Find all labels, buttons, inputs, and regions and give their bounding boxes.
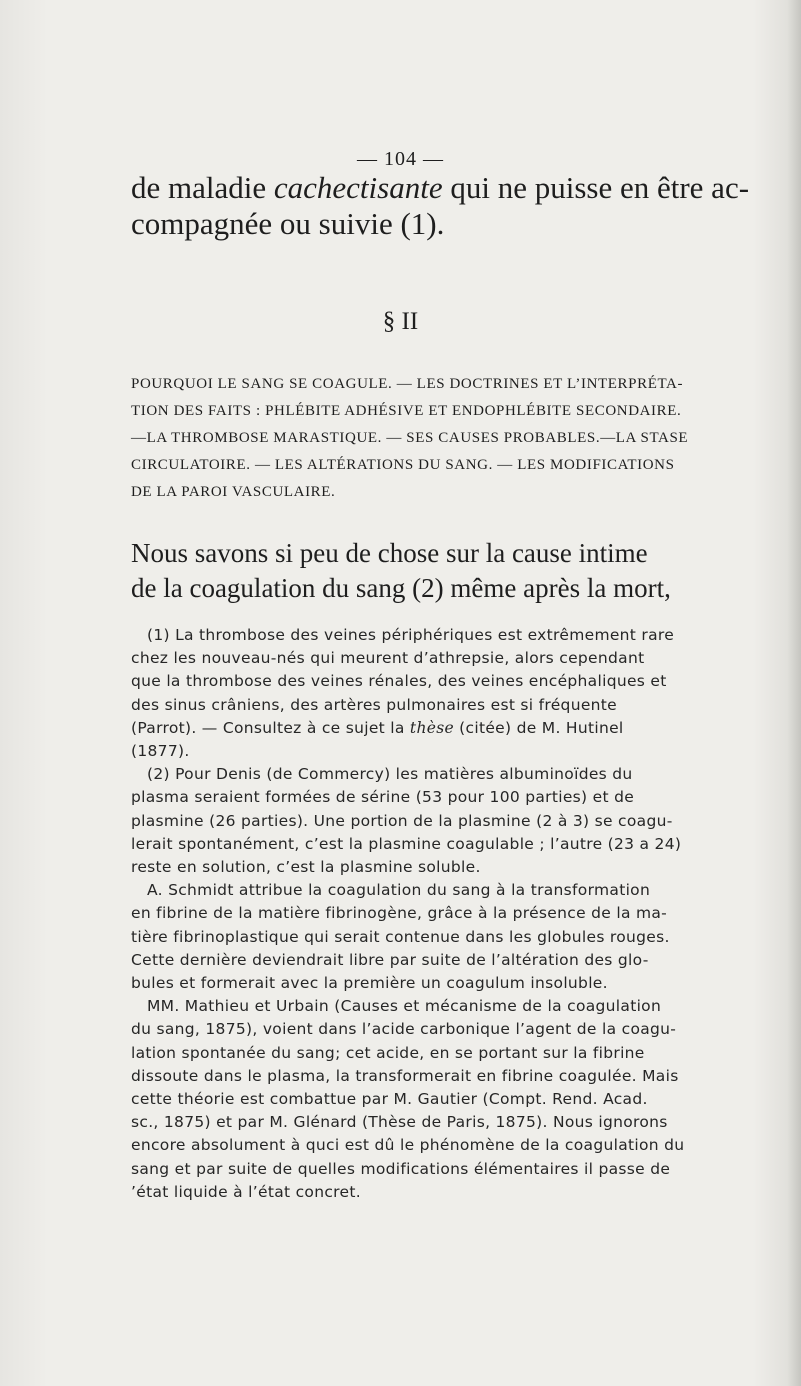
footnote-line: sc., 1875) et par M. Glénard (Thèse de Paris, 1875). Nous ignorons	[131, 1113, 668, 1132]
footnote-line: encore absolument à quci est dû le phénomène de la coagulation du	[131, 1136, 685, 1155]
body-line: de la coagulation du sang (2) même après la mort,	[131, 573, 671, 603]
footnote-line: plasma seraient formées de sérine (53 pour 100 parties) et de	[131, 788, 635, 807]
italic-term: thèse	[409, 718, 454, 737]
footnote-line: chez les nouveau-nés qui meurent d’athrepsie, alors cependant	[131, 649, 645, 668]
footnote-line: des sinus crâniens, des artères pulmonaires est si fréquente	[131, 695, 617, 714]
footnote-line: ’état liquide à l’état concret.	[131, 1182, 361, 1201]
page-edge-shadow	[787, 0, 801, 1386]
section-summary	[131, 371, 771, 506]
footnote-line: tière fibrinoplastique qui serait contenue dans les globules rouges.	[131, 927, 670, 946]
footnote-line: du sang, 1875), voient dans l’acide carbonique l’agent de la coagu-	[131, 1020, 677, 1039]
footnote-line: que la thrombose des veines rénales, des veines encéphaliques et	[131, 672, 667, 691]
footnote-line: lerait spontanément, c’est la plasmine coagulable ; l’autre (23 a 24)	[131, 834, 682, 853]
footnote-line: (Parrot). — Consultez à ce sujet la thèse (citée) de M. Hutinel	[131, 718, 624, 737]
footnote-line: A. Schmidt attribue la coagulation du sang à la transformation	[147, 881, 651, 900]
footnote-line: cette théorie est combattue par M. Gautier (Compt. Rend. Acad.	[131, 1090, 648, 1109]
opening-paragraph	[131, 170, 771, 242]
summary-line: —LA THROMBOSE MARASTIQUE. — SES CAUSES PROBABLES.—LA STASE	[131, 430, 689, 446]
summary-line: DE LA PAROI VASCULAIRE.	[131, 484, 336, 500]
footnote-line: lation spontanée du sang; cet acide, en se portant sur la fibrine	[131, 1043, 645, 1062]
section-heading: § II	[382, 308, 419, 335]
opening-line: de maladie cachectisante qui ne puisse en être ac-	[131, 170, 750, 205]
footnote-line: dissoute dans le plasma, la transformerait en fibrine coagulée. Mais	[131, 1066, 679, 1085]
body-paragraph	[131, 536, 771, 606]
footnote-line: (2) Pour Denis (de Commercy) les matières albuminoïdes du	[147, 765, 633, 784]
footnote-line: Cette dernière deviendrait libre par suite de l’altération des glo-	[131, 950, 649, 969]
page-number: — 104 —	[357, 148, 444, 170]
footnote-line: bules et formerait avec la première un coagulum insoluble.	[131, 974, 608, 993]
footnote-line: (1877).	[131, 742, 190, 761]
body-line: Nous savons si peu de chose sur la cause intime	[131, 538, 648, 568]
footnote-line: reste en solution, c’est la plasmine soluble.	[131, 858, 481, 877]
italic-term: cachectisante	[273, 170, 443, 205]
summary-line: POURQUOI LE SANG SE COAGULE. — LES DOCTRINES ET L’INTERPRÉTA-	[131, 376, 684, 392]
footnote-line: MM. Mathieu et Urbain (Causes et mécanisme de la coagulation	[147, 997, 662, 1016]
footnote-line: sang et par suite de quelles modifications élémentaires il passe de	[131, 1159, 671, 1178]
footnote-line: (1) La thrombose des veines périphériques est extrêmement rare	[147, 626, 675, 644]
opening-line: compagnée ou suivie (1).	[131, 206, 445, 241]
footnote-line: plasmine (26 parties). Une portion de la plasmine (2 à 3) se coagu-	[131, 811, 673, 830]
footnotes	[131, 624, 771, 1204]
footnote-line: en fibrine de la matière fibrinogène, grâce à la présence de la ma-	[131, 904, 668, 923]
summary-line: TION DES FAITS : PHLÉBITE ADHÉSIVE ET ENDOPHLÉBITE SECONDAIRE.	[131, 403, 682, 419]
summary-line: CIRCULATOIRE. — LES ALTÉRATIONS DU SANG. — LES MODIFICATIONS	[131, 457, 675, 473]
